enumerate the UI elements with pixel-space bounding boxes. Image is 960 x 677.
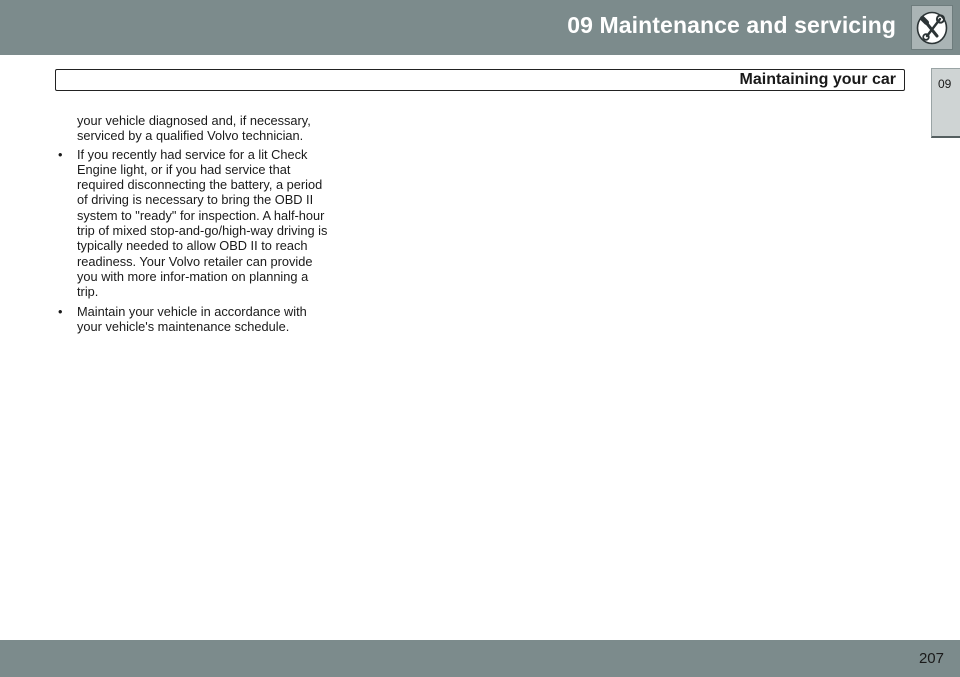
page-content	[56, 113, 328, 338]
section-title: Maintaining your car	[739, 71, 896, 88]
bullet-text: Maintain your vehicle in accordance with your vehicle's maintenance schedule.	[77, 303, 307, 334]
section-title-bar	[55, 69, 905, 91]
bullet-marker: •	[58, 146, 63, 162]
bullet-text: If you recently had service for a lit Check Engine light, or if you had service that required disconnecting the battery, a period of driving is necessary to bring the OBD II system to "ready" for inspection. A half-hour trip of mixed stop-and-go/high-way driving is typically needed to allow OBD II to reach readiness. Your Volvo retailer can provide you with more infor-mation on planning a trip.	[77, 146, 328, 300]
page-number: 207	[918, 650, 944, 667]
continuation-paragraph: your vehicle diagnosed and, if necessary, serviced by a qualified Volvo technician.	[77, 113, 311, 144]
bullet-list	[56, 147, 328, 335]
bullet-item	[56, 147, 328, 300]
bullet-marker: •	[58, 303, 63, 319]
chapter-icon-box	[911, 5, 953, 50]
chapter-side-tab	[931, 68, 960, 138]
chapter-side-tab-label: 09	[938, 77, 952, 91]
chapter-title: 09 Maintenance and servicing	[567, 12, 896, 38]
footer-band	[0, 640, 960, 677]
bullet-item	[56, 304, 328, 335]
wrench-screwdriver-icon	[916, 11, 948, 45]
